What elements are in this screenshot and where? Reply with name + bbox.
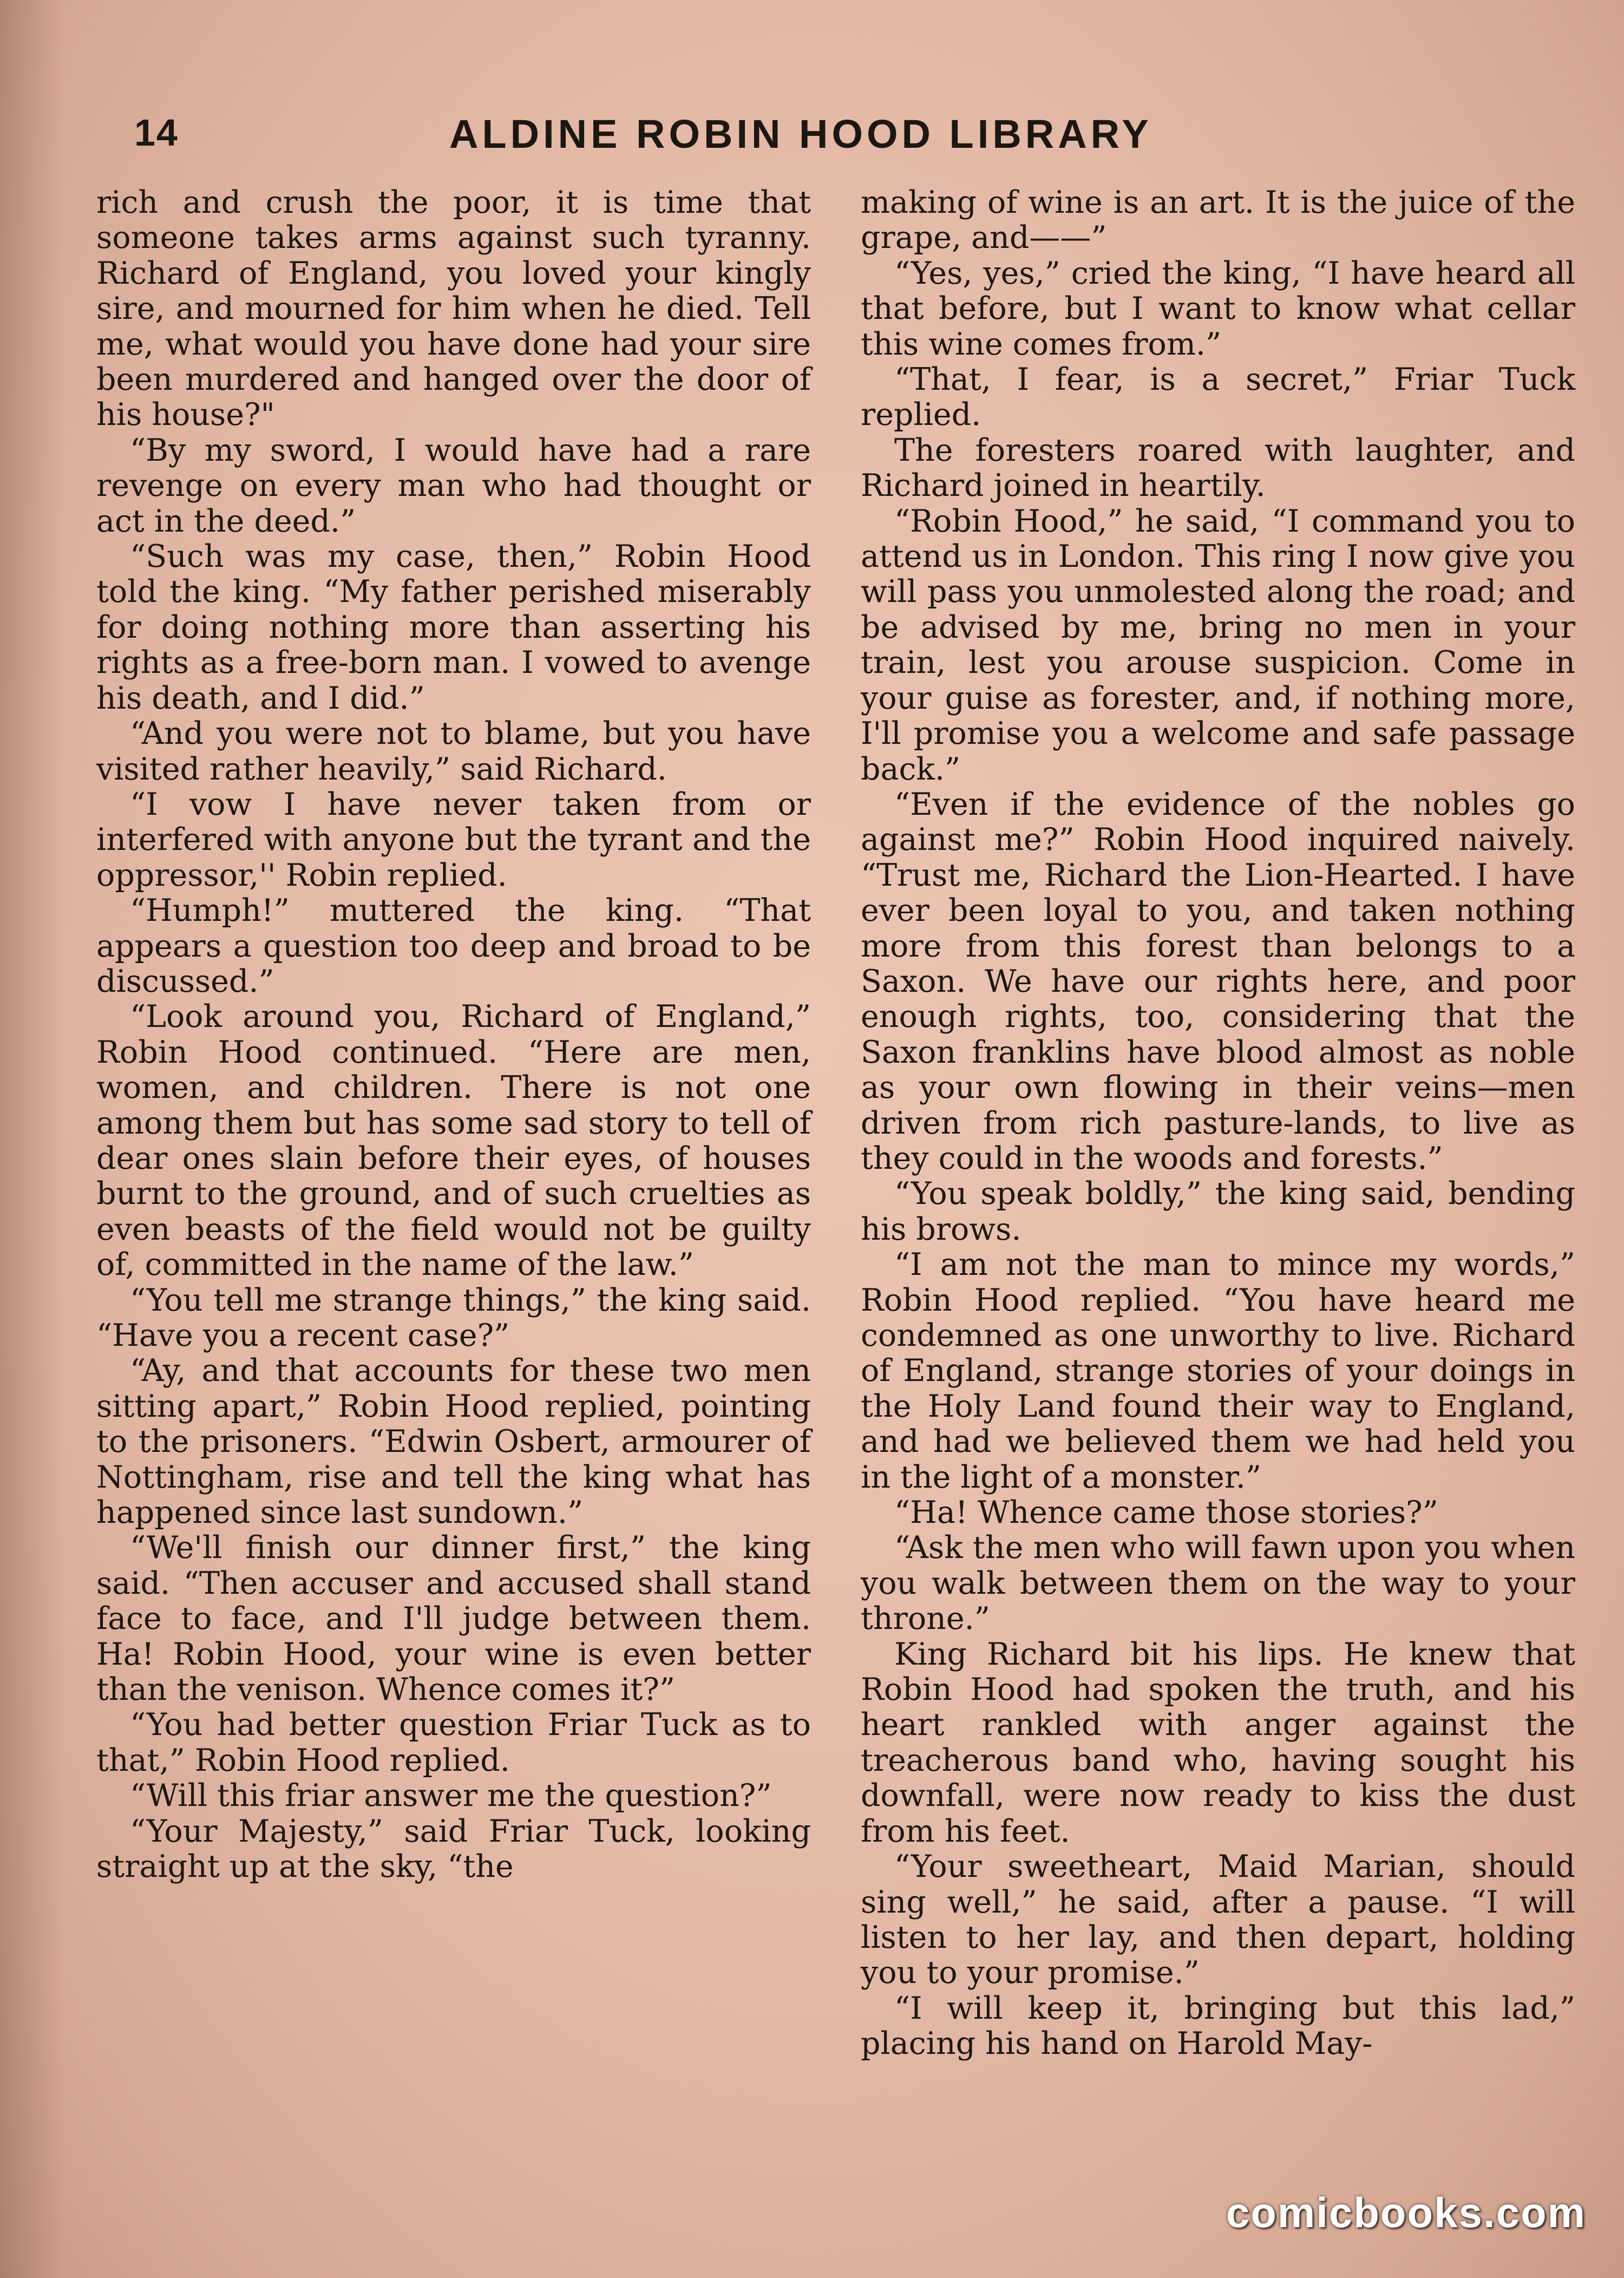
paragraph: “Your Majesty,” said Friar Tuck, looking straight up at the sky, “the — [96, 1813, 811, 1885]
paragraph: “Such was my case, then,” Robin Hood told the king. “My father perished miserably for doing nothing more than asserting his rights as a free-born man. I vowed to avenge his death, and I did.” — [96, 539, 811, 716]
paragraph: The foresters roared with laughter, and Richard joined in heartily. — [861, 432, 1575, 504]
paragraph: “I am not the man to mince my words,” Robin Hood replied. “You have heard me condemned as one unworthy to live. Richard of England, strange stories of your doings in the Holy Land found their way to England, and had we believed them we had held you in the light of a monster.” — [861, 1247, 1575, 1495]
paragraph: “Ask the men who will fawn upon you when you walk between them on the way to your throne.” — [861, 1530, 1575, 1637]
paragraph: “Yes, yes,” cried the king, “I have heard all that before, but I want to know what cellar this wine comes from.” — [861, 255, 1575, 362]
watermark: comicbooks.com — [1226, 2189, 1586, 2236]
paragraph: “Ay, and that accounts for these two men sitting apart,” Robin Hood replied, pointing to the prisoners. “Edwin Osbert, armourer of Nottingham, rise and tell the king what has happened since last sundown.” — [96, 1353, 811, 1531]
paragraph: “Even if the evidence of the nobles go against me?” Robin Hood inquired naively. “Trust me, Richard the Lion-Hearted. I have ever been loyal to you, and taken nothing more from this forest than belongs to a Saxon. We have our rights here, and poor enough rights, too, considering that the Saxon franklins have blood almost as noble as your own flowing in their veins—men driven from rich pasture-lands, to live as they could in the woods and forests.” — [861, 786, 1575, 1176]
paragraph: “By my sword, I would have had a rare revenge on every man who had thought or act in the deed.” — [96, 432, 811, 539]
paragraph: “Look around you, Richard of England,” Robin Hood continued. “Here are men, women, and children. There is not one among them but has some sad story to tell of dear ones slain before their eyes, of houses burnt to the ground, and of such cruelties as even beasts of the field would not be guilty of, committed in the name of the law.” — [96, 999, 811, 1283]
page-number: 14 — [134, 112, 179, 154]
left-text-column — [96, 185, 811, 1885]
spine-shadow — [0, 0, 65, 2278]
paragraph: “Humph!” muttered the king. “That appears a question too deep and broad to be discussed.” — [96, 893, 811, 999]
paragraph: “Robin Hood,” he said, “I command you to attend us in London. This ring I now give you will pass you unmolested along the road; and be advised by me, bring no men in your train, lest you arouse suspicion. Come in your guise as forester, and, if nothing more, I'll promise you a welcome and safe passage back.” — [861, 503, 1575, 787]
paragraph: “You tell me strange things,” the king said. “Have you a recent case?” — [96, 1282, 811, 1353]
paragraph: “I vow I have never taken from or interfered with anyone but the tyrant and the oppressor,'' Robin replied. — [96, 786, 811, 893]
paragraph: “You speak boldly,” the king said, bending his brows. — [861, 1176, 1575, 1247]
paragraph: “Will this friar answer me the question?” — [130, 1778, 772, 1814]
paragraph: “I will keep it, bringing but this lad,” placing his hand on Harold May- — [861, 1990, 1575, 2062]
paragraph: “And you were not to blame, but you have visited rather heavily,” said Richard. — [96, 716, 811, 787]
paragraph: making of wine is an art. It is the juice of the grape, and——” — [861, 185, 1575, 256]
page-header — [0, 106, 1624, 165]
running-title: ALDINE ROBIN HOOD LIBRARY — [449, 112, 1152, 156]
paragraph: rich and crush the poor, it is time that someone takes arms against such tyranny. Richard of England, you loved your kingly sire, and mourned for him when he died. Tell me, what would you have done had your sire been murdered and hanged over the door of his house?" — [96, 185, 811, 433]
paragraph: “We'll finish our dinner first,” the king said. “Then accuser and accused shall stand face to face, and I'll judge between them. Ha! Robin Hood, your wine is even better than the venison. Whence comes it?” — [96, 1530, 811, 1708]
paragraph: “Your sweetheart, Maid Marian, should sing well,” he said, after a pause. “I will listen to her lay, and then depart, holding you to your promise.” — [861, 1849, 1575, 1991]
right-text-column — [861, 185, 1575, 2062]
paragraph: King Richard bit his lips. He knew that Robin Hood had spoken the truth, and his heart rankled with anger against the treacherous band who, having sought his downfall, were now ready to kiss the dust from his feet. — [861, 1636, 1575, 1849]
paragraph: “You had better question Friar Tuck as to that,” Robin Hood replied. — [96, 1707, 811, 1778]
paragraph: “Ha! Whence came those stories?” — [894, 1495, 1438, 1531]
paragraph: “That, I fear, is a secret,” Friar Tuck replied. — [861, 362, 1575, 433]
